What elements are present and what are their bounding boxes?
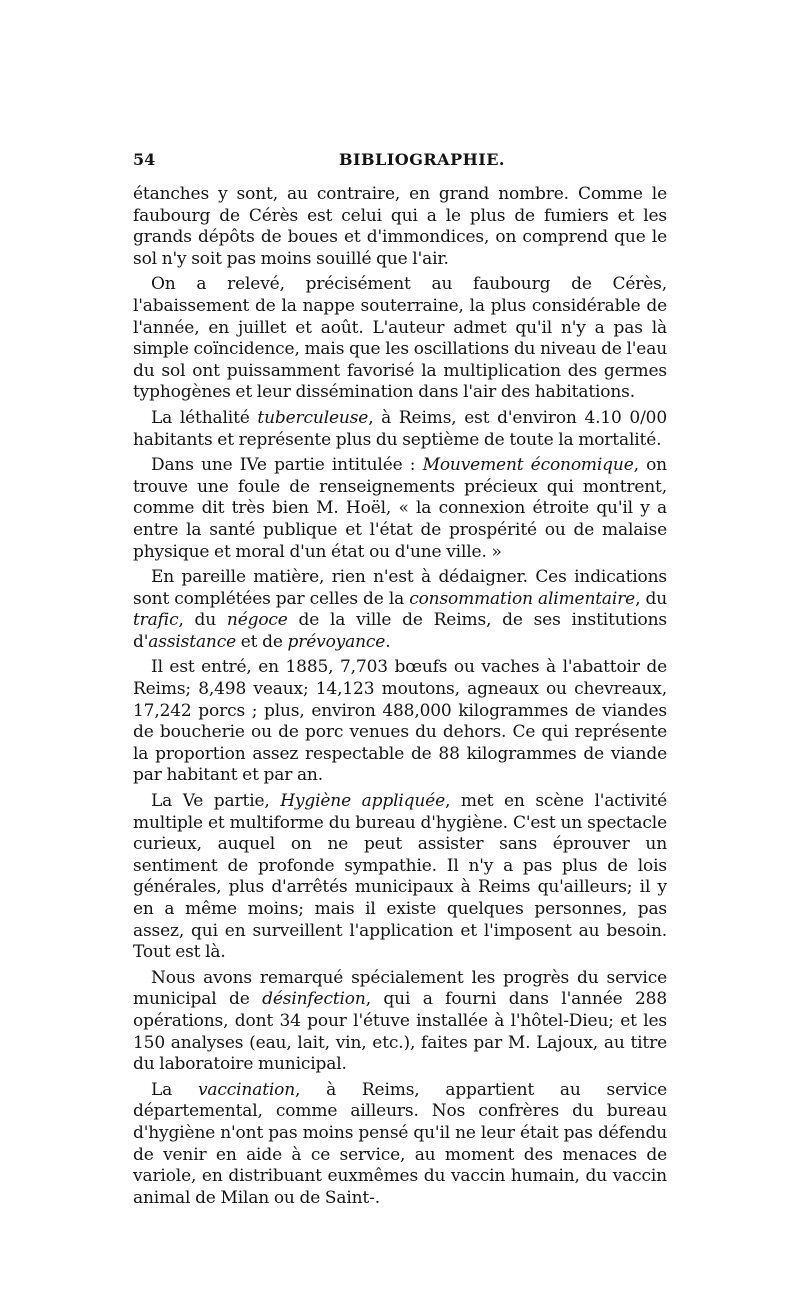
text-span: , à Reims, appartient au service départemental, comme ailleurs. Nos confrères du bureau d'hygiène n'ont pas moins pensé qu'il ne leur était pas défendu de venir en aide à ce service, au moment des menaces de variole, en distribuant euxmêmes du vaccin humain, du vaccin animal de Milan ou de Saint-.	[133, 1079, 667, 1208]
text-span: , qui a fourni dans l'année 288 opérations, dont 34 pour l'étuve installée à l'hôtel-Dieu; et les 150 analyses (eau, lait, vin, etc.), faites par M. Lajoux, au titre du laboratoire municipal.	[133, 989, 667, 1075]
text-span: .	[385, 631, 391, 652]
text-span: Dans une IVe partie intitulée :	[151, 455, 423, 476]
text-span: La léthalité	[151, 407, 258, 428]
text-span: La Ve partie,	[151, 791, 281, 812]
running-title: BIBLIOGRAPHIE.	[339, 150, 505, 169]
paragraph-2: On a relevé, précisément au faubourg de Cérès, l'abaissement de la nappe souterraine, la plus considérable de l'année, en juillet et août. L'auteur admet qu'il n'y a pas là simple coïncidence, mais que les oscillations du niveau de l'eau du sol ont puissamment favorisé la multiplication des germes typhogènes et leur dissémination dans l'air des habitations.	[133, 274, 667, 403]
text-span: , à Reims, est d'environ 4.10 0/00 habitants et représente plus du septième de toute la mortalité.	[133, 407, 668, 450]
page-number: 54	[133, 150, 156, 169]
italic-term: Mouvement économique	[422, 455, 634, 476]
paragraph-6: Il est entré, en 1885, 7,703 bœufs ou vaches à l'abattoir de Reims; 8,498 veaux; 14,123 moutons, agneaux ou chevreaux, 17,242 porcs ; plus, environ 488,000 kilogrammes de viandes de boucherie ou de porc venues du dehors. Ce qui représente la proportion assez respectable de 88 kilogrammes de viande par habitant et par an.	[133, 657, 667, 786]
paragraph-7	[133, 791, 667, 964]
text-span: , on trouve une foule de renseignements précieux qui montrent, comme dit très bien M. Hoël, « la connexion étroite qu'il y a entre la santé publique et l'état de prospérité ou de malaise physique et moral d'un état ou d'une ville. »	[133, 455, 667, 562]
text-span: Nous avons remarqué spécialement les progrès du service municipal de	[133, 967, 667, 1010]
italic-term: tuberculeuse	[257, 407, 369, 428]
italic-term: Hygiène appliquée	[280, 791, 445, 812]
italic-term: vaccination	[197, 1079, 296, 1100]
italic-term: assistance	[148, 631, 237, 652]
text-span: La	[151, 1079, 198, 1100]
italic-term: négoce	[226, 610, 288, 631]
text-span: , met en scène l'activité multiple et multiforme du bureau d'hygiène. C'est un spectacle curieux, auquel on ne peut assister sans éprouver un sentiment de profonde sympathie. Il n'y a pas plus de lois générales, plus d'arrêtés municipaux à Reims qu'ailleurs; il y en a même moins; mais il existe quelques personnes, pas assez, qui en surveillent l'application et l'imposent au besoin. Tout est là.	[133, 791, 667, 963]
text-span: En pareille matière, rien n'est à dédaigner. Ces indications sont complétées par celles de la	[133, 567, 667, 609]
text-span: , du	[635, 588, 667, 609]
text-span: et de	[236, 631, 288, 652]
text-span: , du	[178, 610, 227, 631]
paragraph-5	[133, 567, 667, 653]
italic-term: trafic	[133, 610, 179, 631]
italic-term: désinfection	[262, 989, 366, 1010]
paragraph-4	[133, 455, 667, 563]
paragraph-1: étanches y sont, au contraire, en grand nombre. Comme le faubourg de Cérès est celui qui a le plus de fumiers et les grands dépôts de boues et d'immondices, on comprend que le sol n'y soit pas moins souillé que l'air.	[133, 184, 667, 269]
paragraph-8	[133, 968, 667, 1076]
paragraph-9	[133, 1080, 667, 1210]
page-header	[133, 150, 667, 178]
italic-term: consommation alimentaire	[409, 588, 636, 609]
italic-term: prévoyance	[287, 631, 386, 652]
text-span: de la ville de Reims, de ses institutions d'	[133, 610, 668, 652]
paragraph-3	[133, 408, 667, 451]
book-page	[133, 150, 667, 1209]
